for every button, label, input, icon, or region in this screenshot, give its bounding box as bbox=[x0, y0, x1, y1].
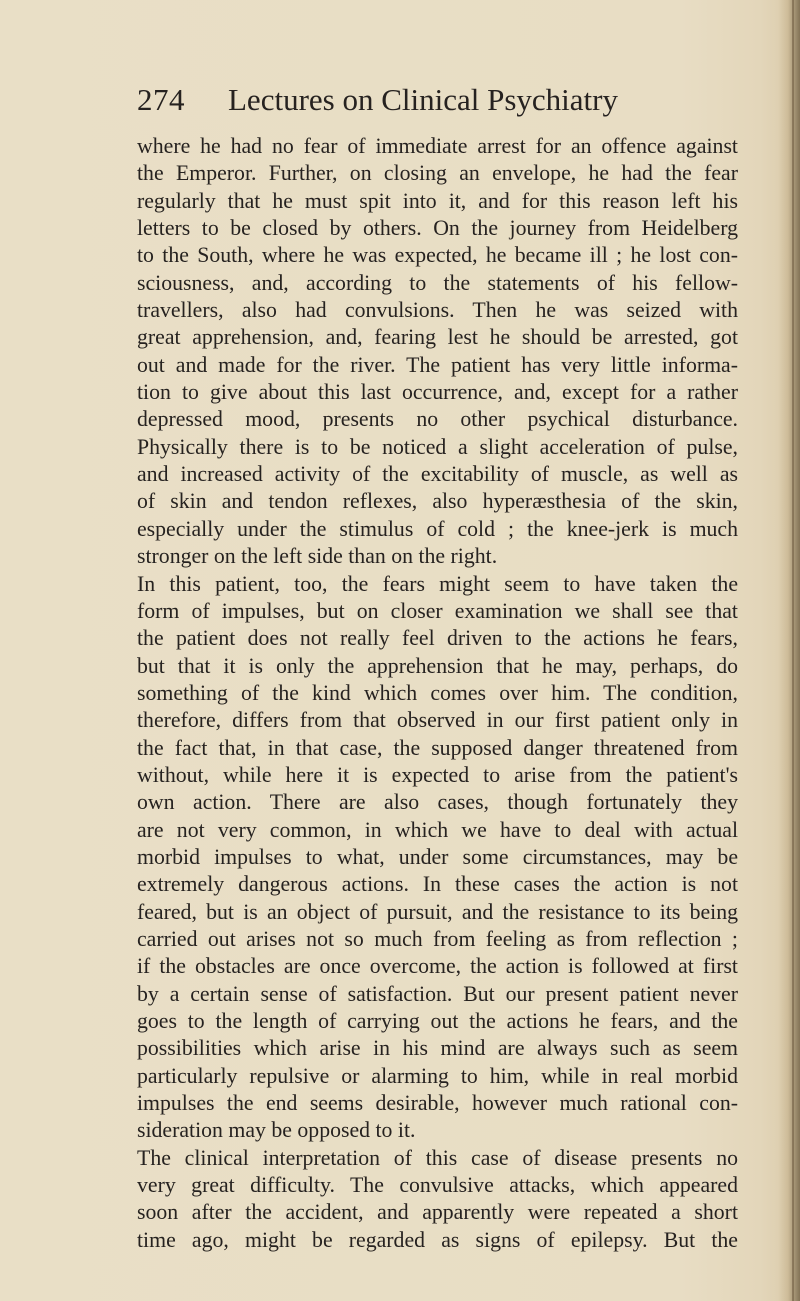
text-line: are not very common, in which we have to deal with actual bbox=[137, 817, 738, 842]
text-line: soon after the accident, and apparently were repeated a short bbox=[137, 1200, 738, 1225]
text-line: the patient does not really feel driven to the actions he fears, bbox=[137, 626, 738, 651]
text-line: possibilities which arise in his mind are always such as seem bbox=[137, 1036, 738, 1061]
text-line: great apprehension, and, fearing lest he should be arrested, got bbox=[137, 325, 738, 350]
text-line: the fact that, in that case, the supposed danger threatened from bbox=[137, 735, 738, 760]
text-line: but that it is only the apprehension that he may, perhaps, do bbox=[137, 653, 738, 678]
text-line: tion to give about this last occurrence, and, except for a rather bbox=[137, 380, 738, 405]
text-line: without, while here it is expected to arise from the patient's bbox=[137, 762, 738, 787]
text-line: travellers, also had convulsions. Then he was seized with bbox=[137, 298, 738, 323]
running-title: Lectures on Clinical Psychiatry bbox=[228, 82, 618, 117]
text-line: and increased activity of the excitability of muscle, as well as bbox=[137, 462, 738, 487]
text-line: The clinical interpretation of this case of disease presents no bbox=[137, 1145, 738, 1170]
page-number: 274 bbox=[137, 82, 185, 117]
text-line: of skin and tendon reflexes, also hyperæsthesia of the skin, bbox=[137, 489, 738, 514]
text-line: if the obstacles are once overcome, the action is followed at first bbox=[137, 954, 738, 979]
text-line: feared, but is an object of pursuit, and the resistance to its being bbox=[137, 899, 738, 924]
text-line: goes to the length of carrying out the actions he fears, and the bbox=[137, 1009, 738, 1033]
page-header bbox=[137, 82, 657, 122]
text-line: extremely dangerous actions. In these cases the action is not bbox=[137, 872, 738, 897]
text-line: by a certain sense of satisfaction. But our present patient never bbox=[137, 981, 738, 1006]
text-line: In this patient, too, the fears might seem to have taken the bbox=[137, 571, 738, 596]
page-edge-line bbox=[792, 0, 794, 1301]
text-line: therefore, differs from that observed in our first patient only in bbox=[137, 708, 738, 733]
text-line: especially under the stimulus of cold ; the knee-jerk is much bbox=[137, 516, 738, 541]
text-line: Physically there is to be noticed a slight acceleration of pulse, bbox=[137, 434, 738, 459]
text-line: sideration may be opposed to it. bbox=[137, 1118, 416, 1143]
page-edge-shadow bbox=[778, 0, 800, 1301]
text-line: where he had no fear of immediate arrest for an offence against bbox=[137, 134, 738, 158]
text-line: form of impulses, but on closer examination we shall see that bbox=[137, 598, 738, 623]
text-line: out and made for the river. The patient has very little informa- bbox=[137, 352, 738, 377]
text-line: depressed mood, presents no other psychical disturbance. bbox=[137, 407, 738, 432]
text-line: stronger on the left side than on the right. bbox=[137, 544, 498, 569]
text-line: carried out arises not so much from feeling as from reflection ; bbox=[137, 926, 738, 951]
text-line: regularly that he must spit into it, and for this reason left his bbox=[137, 188, 738, 213]
text-line: impulses the end seems desirable, however much rational con- bbox=[137, 1091, 738, 1116]
text-line: sciousness, and, according to the statements of his fellow- bbox=[137, 270, 738, 295]
text-line: particularly repulsive or alarming to him, while in real morbid bbox=[137, 1063, 738, 1088]
text-line: morbid impulses to what, under some circumstances, may be bbox=[137, 844, 738, 869]
body-text bbox=[137, 133, 738, 1254]
text-line: to the South, where he was expected, he became ill ; he lost con- bbox=[137, 243, 738, 268]
text-line: very great difficulty. The convulsive attacks, which appeared bbox=[137, 1173, 738, 1198]
text-line: own action. There are also cases, though fortunately they bbox=[137, 790, 738, 815]
text-line: the Emperor. Further, on closing an envelope, he had the fear bbox=[137, 161, 738, 186]
text-line: time ago, might be regarded as signs of epilepsy. But the bbox=[137, 1227, 738, 1252]
text-line: something of the kind which comes over him. The condition, bbox=[137, 680, 738, 705]
text-line: letters to be closed by others. On the journey from Heidelberg bbox=[137, 216, 738, 241]
